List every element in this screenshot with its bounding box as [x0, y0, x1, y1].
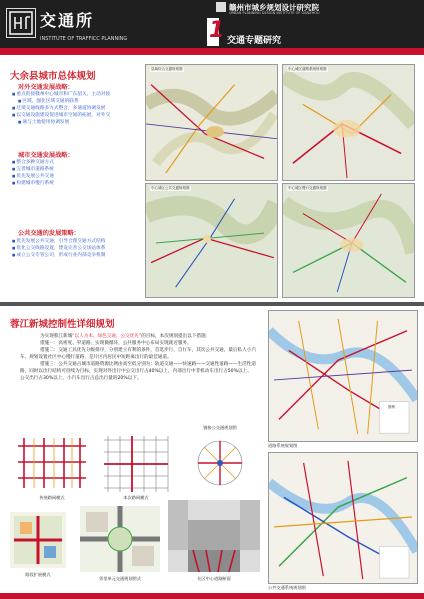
county-transport-map: [145, 64, 278, 181]
para-lead-end: 的目标，本次规划提出以下措施：: [141, 334, 211, 339]
map-caption: 公共交通系统规划图: [268, 585, 306, 590]
list-item: ■ 构建城市慢行系统: [12, 180, 54, 187]
design-institute-name-en: URBAN PLANNING DESIGN INSTITUTE OF GANZHOU: [229, 11, 320, 15]
new-grid-diagram: [98, 432, 174, 494]
list-item: ■ 优先发展公共交通，引导合理交通方式结构: [12, 238, 106, 245]
map-title: 中心城区慢行交通规划图: [288, 186, 327, 190]
public-transport-map: [145, 183, 278, 298]
design-institute-name: 赣州市城乡规划设计研究院: [229, 3, 319, 12]
block1-list: [12, 91, 110, 126]
street-section-render: [168, 500, 260, 572]
topic-title: 交通专题研究: [227, 36, 282, 46]
diagram-caption: 链接公交通规划图: [203, 425, 237, 430]
road-system-map: [282, 64, 415, 181]
institute-name: 交通所: [40, 11, 95, 30]
block3-title: 公共交通的发展策略：: [18, 230, 80, 237]
bus-link-diagram: [180, 432, 260, 494]
topic-number: 1: [209, 18, 225, 43]
legend-title: 图例: [388, 405, 395, 409]
list-item: ■ 区域，强化区域交通的联系: [12, 98, 110, 105]
list-item: ■ 整合多种交通方式: [12, 159, 54, 166]
list-item: ■ 重点衔接赣州中心城市和广东韶关，主动对接: [12, 91, 110, 98]
para-lead: 为实现蓉江新城: [40, 334, 73, 339]
design-institute-logo-icon: [216, 2, 226, 12]
map-caption: 道路系统规划图: [268, 443, 298, 448]
map-title: 县域综合交通规划图: [151, 67, 183, 71]
section-divider: [0, 302, 424, 306]
para-goal: “以人为本、绿色交通、公交优先”: [72, 334, 142, 339]
block2-list: [12, 159, 54, 187]
block3-list: [12, 238, 106, 259]
neighborhood-unit-diagram: [80, 506, 160, 572]
list-item: ■ 成立公交专管公司，形成行业内部竞争机制: [12, 252, 106, 259]
list-item: ■ 过境交通线路多方式整合，多通道协调发展: [12, 105, 110, 112]
footer-accent-bar: [0, 593, 424, 599]
section1-title: 大余县城市总体规划: [10, 71, 96, 82]
header-accent-bar: [0, 48, 424, 55]
institute-logo-icon: [6, 8, 36, 38]
list-item: ■ 优化公交线路设置，建设完善公交场站体系: [12, 245, 106, 252]
slow-traffic-map: [282, 183, 415, 298]
block1-title: 对外交通发展战略：: [18, 84, 74, 91]
road-extension-diagram: [10, 512, 66, 568]
map-title: 中心城区公共交通规划图: [151, 186, 190, 190]
list-item: ■ 完善城市道路系统: [12, 166, 54, 173]
map-title: 中心城区道路系统规划图: [288, 67, 327, 71]
diagram-caption: 邻里单元交通规划图式: [99, 576, 141, 581]
measure-3: 措施三：公共交通占城市道路资源比例由高至低分别为：轨道交通——快速路——交通性道路——生活性道路，同时以出行结构可持续为目标，实现对外出行中公交出行占40%以上，内部出行中非机动车出行占50%以上、公交出行占30%以上、小汽车出行占总出行量的20%以下。: [20, 362, 256, 381]
section2-title: 蓉江新城控制性详细规划: [10, 319, 115, 330]
list-item: ■ 通与土地使用协调发展: [12, 119, 110, 126]
measure-1: 措施一：高密度、窄道路，实现微循环，公共服务中心布局实现就近服务。: [40, 341, 192, 346]
road-system-plan-map: [268, 310, 418, 442]
section2-paragraph: [20, 333, 256, 382]
block2-title: 城市交通发展战略：: [18, 152, 74, 159]
diagram-caption: 传统路网模式: [39, 495, 65, 500]
institute-name-en: INSTITUTE OF TRAFFICC PLANNING: [40, 36, 128, 42]
diagram-caption: 社区中心道路断面: [197, 576, 231, 581]
list-item: ■ 以交通设施建设促进城市空间的拓展，对外交: [12, 112, 110, 119]
traditional-grid-diagram: [14, 432, 90, 494]
diagram-caption: 本次路网模式: [123, 495, 149, 500]
public-transit-plan-map: [268, 452, 418, 584]
list-item: ■ 优先发展公共交通: [12, 173, 54, 180]
measure-2: 措施二：交通工具优先分级排序，分别建立有利的条件，首选步行、自行车，其次公共交通，最后私人小汽车。规划设置社区中心慢行道路，是片区内居民中短距离出行的最佳通道。: [20, 348, 256, 360]
diagram-caption: 路段扩展模式: [25, 572, 51, 577]
